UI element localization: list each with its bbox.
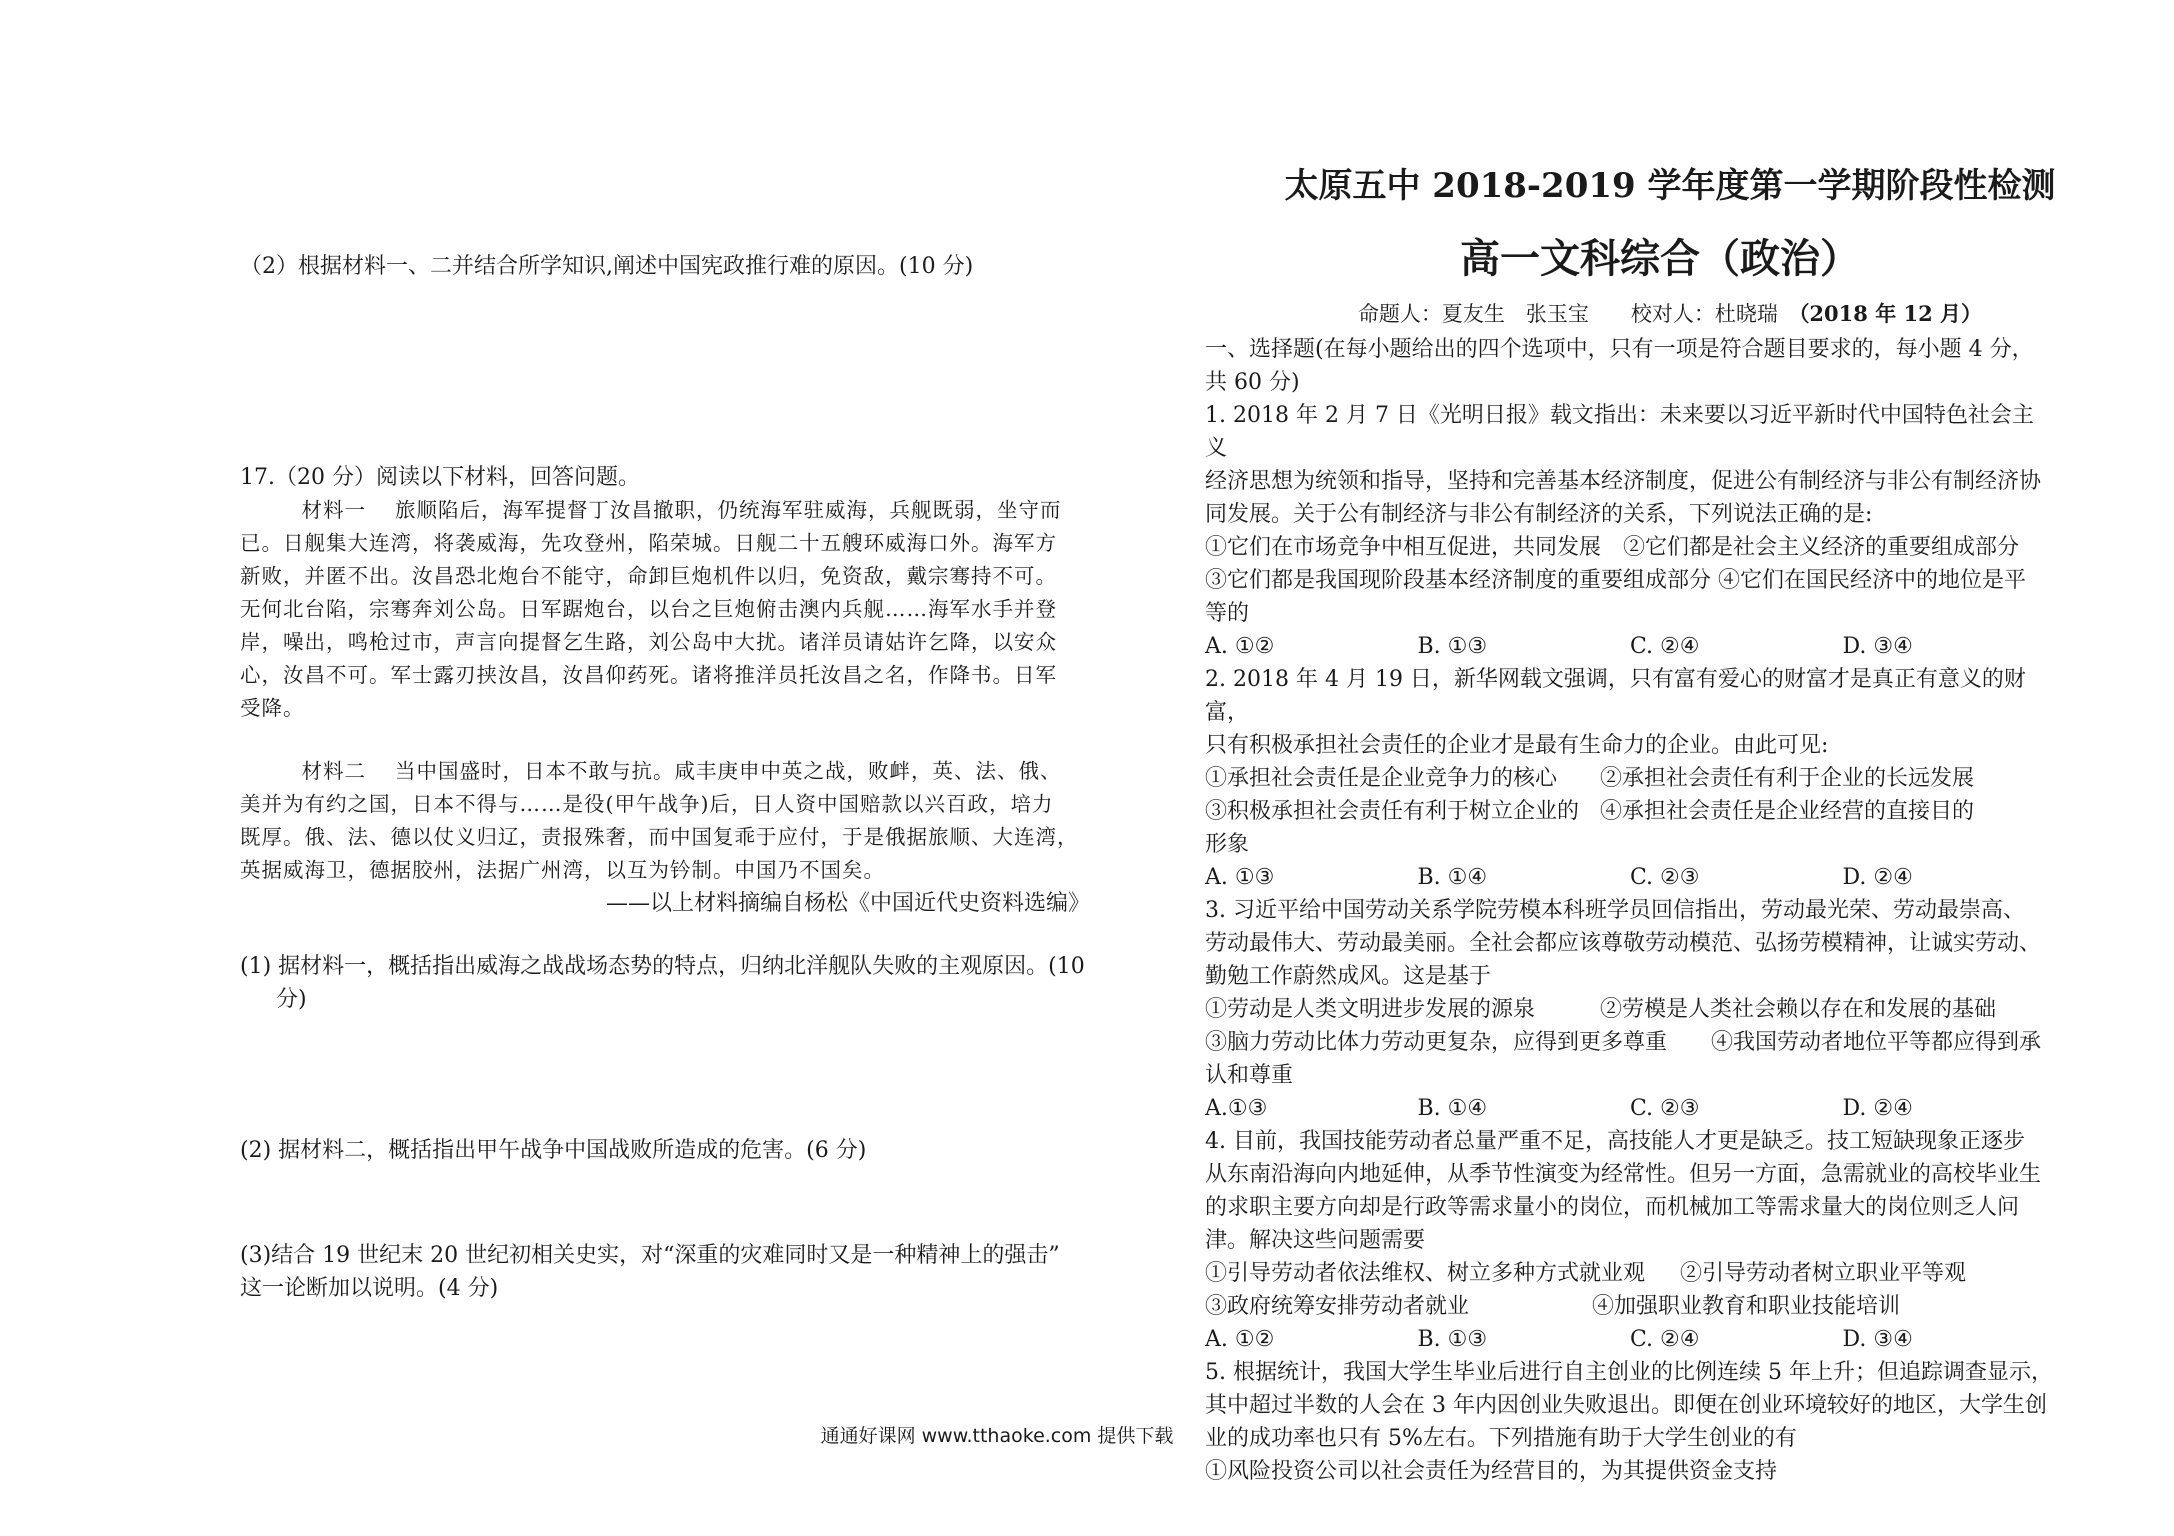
question-1 [1205,399,2055,663]
question-line: ③脑力劳动比体力劳动更复杂，应得到更多尊重 ④我国劳动者地位平等都应得到承 [1205,1030,2042,1055]
right-column [1205,165,2055,1488]
question-line: 的求职主要方向却是行政等需求量小的岗位，而机械加工等需求量大的岗位则乏人问 [1205,1195,2020,1220]
question-line: 同发展。关于公有制经济与非公有制经济的关系，下列说法正确的是: [1205,502,1873,527]
statement-pair [1205,993,2055,1026]
material-two-line: 美并为有约之国，日本不得与……是役(甲午战争)后，日人资中国赔款以兴百政，培力 [240,792,1054,816]
option-b: B. ①③ [1417,1327,1488,1352]
material-one-line: 材料一 旅顺陷后，海军提督丁汝昌撤职，仍统海军驻威海，兵舰既弱，坐守而 [301,498,1062,522]
question-2 [1205,663,2055,894]
option-b: B. ①④ [1417,865,1488,890]
statement: ①承担社会责任是企业竞争力的核心 [1205,766,1558,791]
material-two-line: 既厚。俄、法、德以仗义归辽，责报殊奢，而中国复乖于应付，于是俄据旅顺、大连湾， [240,825,1079,849]
material-one-line: 已。日舰集大连湾，将袭威海，先攻登州，陷荣城。日舰二十五艘环威海口外。海军方 [240,531,1057,555]
statement-pair [1205,762,2055,795]
section-heading: 一、选择题(在每小题给出的四个选项中，只有一项是符合题目要求的，每小题 4 分， [1205,337,2034,362]
statement: ②引导劳动者树立职业平等观 [1680,1261,1967,1286]
material-one-line: 受降。 [240,696,305,720]
question-line: 津。解决这些问题需要 [1205,1228,1426,1253]
footer-watermark [0,1421,2174,1448]
question-line: 业的成功率也只有 5%左右。下列措施有助于大学生创业的有 [1205,1426,1797,1451]
option-b: B. ①④ [1417,1096,1488,1121]
exam-date: （2018 年 12 月） [1798,301,1983,326]
question-line: 2. 2018 年 4 月 19 日，新华网载文强调，只有富有爱心的财富才是真正有意义的财富， [1205,667,2026,725]
statement: ①劳动是人类文明进步发展的源泉 [1205,997,1536,1022]
option-c: C. ②④ [1630,1327,1700,1352]
material-one-line: 新败，并匿不出。汝昌恐北炮台不能守，命卸巨炮机件以归，免资敌，戴宗骞持不可。 [240,564,1057,588]
answer-options [1205,1323,2055,1356]
question-17-heading: 17.（20 分）阅读以下材料，回答问题。 [240,465,640,490]
material-two-line: 英据威海卫，德据胶州，法据广州湾，以互为钤制。中国乃不国矣。 [240,858,885,882]
answer-options [1205,861,2055,894]
question-line: 从东南沿海向内地延伸，从季节性演变为经常性。但另一方面，急需就业的高校毕业生 [1205,1162,2042,1187]
footer-text: 通通好课网 www.tthaoke.com 提供下载 [820,1425,1174,1447]
question-line: ③它们都是我国现阶段基本经济制度的重要组成部分 ④它们在国民经济中的地位是平 [1205,568,2026,593]
statement-pair [1205,1257,2055,1290]
question-17-3: (3)结合 19 世纪末 20 世纪初相关史实，对“深重的灾难同时又是一种精神上的强击” [240,1243,1060,1268]
question-17-3-continued: 这一论断加以说明。(4 分) [240,1276,499,1301]
question-17-2: (2) 据材料二，概括指出甲午战争中国战败所造成的危害。(6 分) [240,1138,867,1163]
question-line: 认和尊重 [1205,1063,1294,1088]
question-line: 3. 习近平给中国劳动关系学院劳模本科班学员回信指出，劳动最光荣、劳动最崇高、 [1205,898,2025,923]
option-c: C. ②④ [1630,634,1700,659]
statement: ①引导劳动者依法维权、树立多种方式就业观 [1205,1261,1646,1286]
statement-pair [1205,1290,2055,1323]
question-line: 劳动最伟大、劳动最美丽。全社会都应该尊敬劳动模范、弘扬劳模精神，让诚实劳动、 [1205,931,2042,956]
exam-title: 太原五中 2018-2019 学年度第一学期阶段性检测 [1284,166,2056,206]
material-two-line: 材料二 当中国盛时，日本不敢与抗。咸丰庚申中英之战，败衅，英、法、俄、 [301,759,1062,783]
option-a: A. ①② [1205,1327,1275,1352]
question-line: 经济思想为统领和指导，坚持和完善基本经济制度，促进公有制经济与非公有制经济协 [1205,469,2042,494]
material-one-line: 岸，噪出，鸣枪过市，声言向提督乞生路，刘公岛中大扰。诸洋员请姑许乞降，以安众 [240,630,1057,654]
question-line: 只有积极承担社会责任的企业才是最有生命力的企业。由此可见: [1205,733,1829,758]
statement: ③积极承担社会责任有利于树立企业的形象 [1205,799,1580,857]
statement: ④加强职业教育和职业技能培训 [1592,1294,1901,1319]
material-two [240,755,1090,887]
exam-authors [1245,299,2095,329]
question-17-1-continued: 分) [276,987,307,1012]
option-d: D. ③④ [1842,1327,1913,1352]
exam-subtitle: 高一文科综合（政治） [1460,235,1860,282]
material-one-line: 无何北台陷，宗骞奔刘公岛。日军踞炮台，以台之巨炮俯击澳内兵舰……海军水手并登 [240,597,1057,621]
question-line: 其中超过半数的人会在 3 年内因创业失败退出。即便在创业环境较好的地区，大学生创 [1205,1393,2047,1418]
statement: ③政府统筹安排劳动者就业 [1205,1294,1470,1319]
question-16-2: （2）根据材料一、二并结合所学知识,阐述中国宪政推行难的原因。(10 分) [240,254,974,279]
material-source: ——以上材料摘编自杨松《中国近代史资料选编》 [605,891,1090,916]
question-line: 4. 目前，我国技能劳动者总量严重不足，高技能人才更是缺乏。技工短缺现象正逐步 [1205,1129,2025,1154]
question-line: 勤勉工作蔚然成风。这是基于 [1205,964,1492,989]
answer-options [1205,1092,2055,1125]
left-column [240,250,1090,1305]
statement: ④承担社会责任是企业经营的直接目的 [1600,799,1975,824]
option-d: D. ③④ [1842,634,1913,659]
option-a: A.①③ [1205,1096,1268,1121]
question-line: ①它们在市场竞争中相互促进，共同发展 ②它们都是社会主义经济的重要组成部分 [1205,535,2020,560]
question-4 [1205,1125,2055,1356]
statement: ②劳模是人类社会赖以存在和发展的基础 [1600,997,1997,1022]
option-d: D. ②④ [1842,1096,1913,1121]
question-line: 1. 2018 年 2 月 7 日《光明日报》载文指出：未来要以习近平新时代中国特色社会主义 [1205,403,2034,461]
statement-pair [1205,795,2055,861]
question-17-1: (1) 据材料一，概括指出威海之战战场态势的特点，归纳北洋舰队失败的主观原因。(10 [240,954,1085,979]
option-b: B. ①③ [1417,634,1488,659]
option-a: A. ①③ [1205,865,1275,890]
section-heading-continued: 共 60 分) [1205,370,1300,395]
question-line: 5. 根据统计，我国大学生毕业后进行自主创业的比例连续 5 年上升；但追踪调查显示， [1205,1360,2053,1385]
authors-text: 命题人：夏友生 张玉宝 校对人：杜晓瑞 [1357,302,1799,326]
statement: ②承担社会责任有利于企业的长远发展 [1600,766,1975,791]
option-c: C. ②③ [1630,865,1700,890]
material-one [240,494,1090,725]
option-d: D. ②④ [1842,865,1913,890]
material-one-line: 心，汝昌不可。军士露刃挟汝昌，汝昌仰药死。诸将推洋员托汝昌之名，作降书。日军 [240,663,1057,687]
option-a: A. ①② [1205,634,1275,659]
question-3 [1205,894,2055,1125]
option-c: C. ②③ [1630,1096,1700,1121]
question-line: 等的 [1205,601,1250,626]
question-line: ①风险投资公司以社会责任为经营目的，为其提供资金支持 [1205,1459,1778,1484]
answer-options [1205,630,2055,663]
